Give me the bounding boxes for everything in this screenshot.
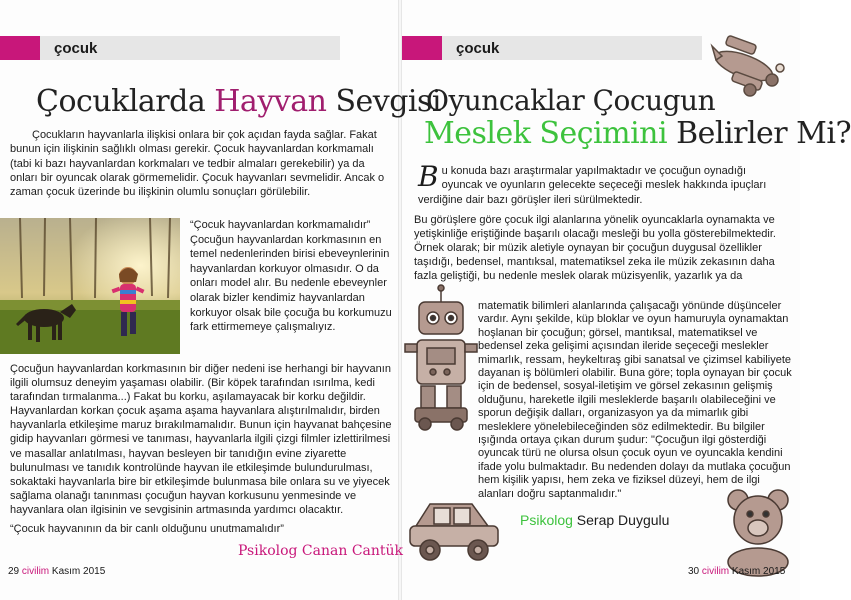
right-footer (688, 566, 785, 577)
right-para2: matematik bilimleri alanlarında çalışacağı yönünde düşünceler vardır. Aynı şekilde, küp bloklar ve oyun hamuruyla oynamaktan hoşlanan bir çocuğun; görsel, mantıksal, matematiksel ve bedensel zeka gelişimi açısından ileride seçeceği meslekler mimarlık, ressam, heykeltıraş gibi sanatsal ve çizimsel kabiliyete dayanan iş bölümleri olabilir. Buna göre; topla oynayan bir çocuk için de bedensel, sosyal-iletişim ve görsel zekasının gelişmiş olduğunu, hareketle ilgili mesleklerde başarılı olabileceğini ve sporun değişik dalları, organizasyon ya da mimarlık gibi mesleklere yönelebileceğinden söz edilmektedir. Bu bilgiler ışığında ortaya çıkan durum şudur: "Çocuğun ilgi gösterdiği oyuncak türü ne olursa olsun çocuk oyun ve oyuncakla kendini ifade yolu bulmaktadır. Bu nedenden dolayı da mutlaka çocuğun hem kişilik yapısı, hem zeka ve fiziksel düzeyi, hem de ilgi alanları doğru saptanmalıdır." (478, 300, 792, 500)
title-text: Çocuklarda (36, 84, 215, 119)
section-color-block (0, 36, 40, 60)
left-section-header (0, 36, 340, 60)
toy-car-icon (406, 496, 504, 566)
byline-name: Serap Duygulu (572, 512, 670, 528)
left-body: Çocuğun hayvanlardan korkmasının bir diğer nedeni ise herhangi bir hayvanın ilgili olumsuz deneyim yaşaması olabilir. (Bir köpek tarafından ısırılma, kedi tarafından tırmalanma...) Fakat bu korku, aşılamayacak bir korku değildir. Hayvanlardan korkan çocuk aşama aşama hayvanlara alıştırılmalıdır, birden hayvanlarla etkileşime maruz bırakılmamalıdır. Bunun için hayvanat bahçesine gidip hayvanları görmesi ve tanıması, hayvanlarla ilgili çizgi filmler izlettirilmesi ve masallar anlatılması, hayvan besleyen bir tanıdığın evine ziyarette bulunulması ve tanıdık kontrolünde hayvan ile etkileşimde bulundurulması, sokaktaki hayvanlarla bire bir etkileşimde bulunmasa bile onlara su ve yiyecek sağlama olanağı tanınması çocuğun hayvan korkusunu yenmesinde ve hayvanlara olan ilgisinin ve sevgisinin artmasında yardımcı olacaktır. (10, 363, 392, 516)
page-number: 30 (688, 566, 700, 577)
teddy-bear-icon (716, 486, 800, 572)
page-number: 29 (8, 566, 20, 577)
left-pull-quote: “Çocuk hayvanlardan korkmamalıdır” Çocuğun hayvanlardan korkmasının en temel nedenlerinden birisi ebeveynlerinin hayvanlardan korkuyor olmasıdır. O da onları model alır. Bu nedenle ebeveynler olarak bizler kendimiz hayvanlardan korkuyor olsak bile çocuğa bu korkumuzu fark ettirmemeye çalışmalıyız. (190, 219, 392, 334)
lead-text: u konuda bazı araştırmalar yapılmaktadır ve çocuğun oynadığı oyuncak ve oyunların gelecekte seçeceği meslek hakkında ipuçları verdiğine dair bazı görüşler ileri sürülmektedir. (418, 165, 767, 206)
title-highlight: Hayvan (214, 84, 327, 119)
section-color-block (402, 36, 442, 60)
byline-role: Psikolog (520, 512, 573, 528)
magazine-name: civilim (21, 566, 50, 577)
title-text: Sevgisi (326, 84, 442, 119)
left-closing-quote: “Çocuk hayvanının da bir canlı olduğunu unutmamalıdır” (10, 523, 284, 535)
issue-date: Kasım 2015 (51, 566, 106, 577)
drop-cap: B (418, 160, 439, 193)
left-section-label: çocuk (40, 36, 340, 60)
right-section-label: çocuk (442, 36, 702, 60)
right-byline (520, 512, 669, 528)
magazine-name: civilim (701, 566, 730, 577)
title-highlight: Meslek Seçimini (424, 116, 668, 151)
robot-toy-icon (403, 282, 483, 432)
title-text: Belirler Mi? (667, 116, 851, 151)
airplane-toy-icon (706, 26, 790, 102)
left-article-title (36, 84, 441, 119)
child-and-dog-photo (0, 218, 180, 354)
right-title-line2 (424, 116, 851, 151)
right-lead (418, 160, 774, 207)
left-footer (8, 566, 105, 577)
right-section-header (402, 36, 702, 60)
right-title-line1: Oyuncaklar Çocugun (426, 84, 716, 117)
left-byline: Psikolog Canan Cantük (238, 543, 404, 559)
right-para1: Bu görüşlere göre çocuk ilgi alanlarına yönelik oyuncaklarla oynamakta ve yetişkinliğe eriştiğinde başarılı olacağı mesleği bu yolla gösterebilmektedir. Örnek olarak; bir müzik aletiyle oynayan bir çocuğun duygusal özellikler taşıdığı, bedensel, mantıksal, matematiksel zeka ile müzik zekasının daha fazla geliştiği, bu nedenle meslek olarak müzisyenlik, yazarlık ya da (414, 214, 776, 282)
left-intro: Çocukların hayvanlarla ilişkisi onlara bir çok açıdan fayda sağlar. Fakat bunun için ilişkinin sağlıklı olması gerekir. Çocuk hayvanlardan korkmamalı (tabi ki bazı hayvanlardan korkmaları ve tedbir almaları gerekebilir) ya da onları bir oyuncak olarak görmemelidir. Çocuk hayvanları sevmelidir. Ancak o zaman çocuk üzerinde bu ilişkinin olumlu sonuçları görülebilir. (10, 129, 385, 199)
issue-date: Kasım 2015 (731, 566, 786, 577)
